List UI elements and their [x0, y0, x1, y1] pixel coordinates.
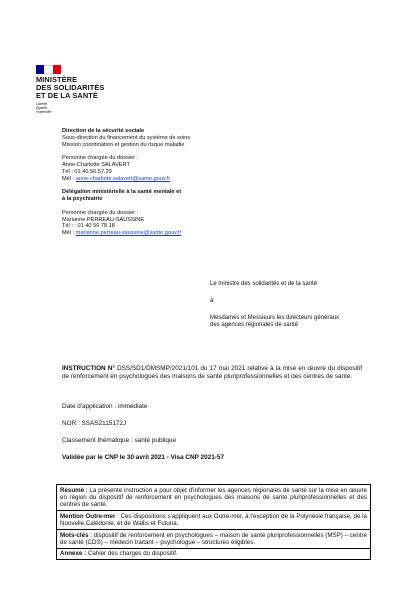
- overseas-row: [57, 511, 370, 530]
- contact-name: Marianne PERREAU-SAUSSINE: [62, 216, 145, 223]
- email-label: Mél :: [62, 230, 76, 237]
- row-text: Cahier des charges du dispositif.: [86, 550, 178, 558]
- flag-white: [44, 65, 52, 74]
- thematic-classification: Classement thématique : santé publique: [62, 437, 177, 444]
- date-application: Date d'application : immédiate: [62, 403, 148, 410]
- instruction-title: [62, 365, 362, 380]
- mission-name: Mission coordination et gestion du risque maladie: [62, 141, 185, 148]
- row-label: Résumé: [60, 486, 85, 494]
- delegation-name: Délégation ministérielle à la santé mentale et: [62, 189, 182, 196]
- contact-phone: Tél : : 01 40 56 78 18: [62, 223, 115, 230]
- contact-email-line: [62, 176, 242, 183]
- summary-table: [56, 484, 371, 560]
- annex-row: [57, 549, 370, 559]
- recipient-block: [210, 315, 339, 329]
- contact-label: Personne chargée du dossier :: [62, 155, 139, 162]
- contact-phone: Tél : 01.40.56.57.29: [62, 169, 112, 176]
- keywords-row: [57, 530, 370, 549]
- sender-block: [62, 128, 242, 237]
- ministry-line: ET DE LA SANTÉ: [36, 91, 98, 100]
- to-word: à: [210, 298, 214, 304]
- motto-line: Fraternité: [36, 110, 52, 114]
- contact-email-line: [62, 230, 242, 237]
- recipient-line: des agences régionales de santé: [210, 322, 299, 329]
- cnp-validation: Validée par le CNP le 30 avril 2021 - Visa CNP 2021-57: [62, 454, 224, 461]
- ministry-name: [36, 76, 104, 100]
- row-text: : Ces dispositions s'appliquent aux Outre-mer, à l'exception de la Polynésie française, de la Nouvelle Calédonie, et de Wallis et Futuna.: [60, 512, 367, 528]
- row-text: : La présente instruction a pour objet d'informer les agences régionales de santé sur la mise en œuvre en région du dispositif de renforcement en psychologues des maisons de santé pluriprofessionnelles et des centres de santé.: [60, 486, 367, 509]
- delegation-name-cont: à la psychiatrie: [62, 196, 103, 203]
- flag-blue: [36, 65, 44, 74]
- row-text: : dispositif de renforcement en psychologues – maison de santé pluriprofessionnelles (MSP) – centre de santé (CDS) – médecin traitant – psychologue – structures éligibles.: [60, 531, 367, 546]
- motto-line: Égalité: [36, 106, 47, 110]
- recipient-line: Mesdames et Messieurs les directeurs généraux: [210, 315, 340, 321]
- row-label: Mots-clés: [60, 531, 89, 539]
- instruction-text: DSS/SD1/DMSMP/2021/101 du 17 mai 2021 relative à la mise en œuvre du dispositif de renforcement en psychologues des maisons de santé pluriprofessionnelles et des centres de santé.: [62, 365, 362, 380]
- email-link[interactable]: anne-charlotte.salavert@sante.gouv.fr: [75, 175, 171, 182]
- direction-name: Direction de la sécurité sociale: [62, 128, 145, 134]
- sender-minister: Le ministre des solidarités et de la santé: [210, 281, 318, 287]
- row-label: Mention Outre-mer: [60, 512, 116, 520]
- subdirection-name: Sous-direction du financement du système de soins: [62, 134, 191, 141]
- marianne-flag-logo: [36, 65, 61, 74]
- instruction-label: INSTRUCTION N°: [62, 365, 115, 372]
- nor-reference: NOR : SSAS2115172J: [62, 420, 127, 427]
- flag-red: [53, 65, 61, 74]
- summary-row: [57, 485, 370, 511]
- email-label: Mél :: [62, 175, 76, 182]
- ministry-line: DES SOLIDARITÉS: [36, 83, 105, 92]
- ministry-line: MINISTÈRE: [36, 75, 78, 84]
- row-label: Annexe :: [60, 550, 87, 558]
- email-link[interactable]: marianne.perreau-saussine@sante.gouv.fr: [75, 230, 182, 237]
- republic-motto: [36, 102, 51, 114]
- contact-name: Anne-Charlotte SALAVERT: [62, 162, 130, 169]
- contact-label: Personne chargée du dossier :: [62, 209, 139, 216]
- motto-line: Liberté: [36, 102, 47, 106]
